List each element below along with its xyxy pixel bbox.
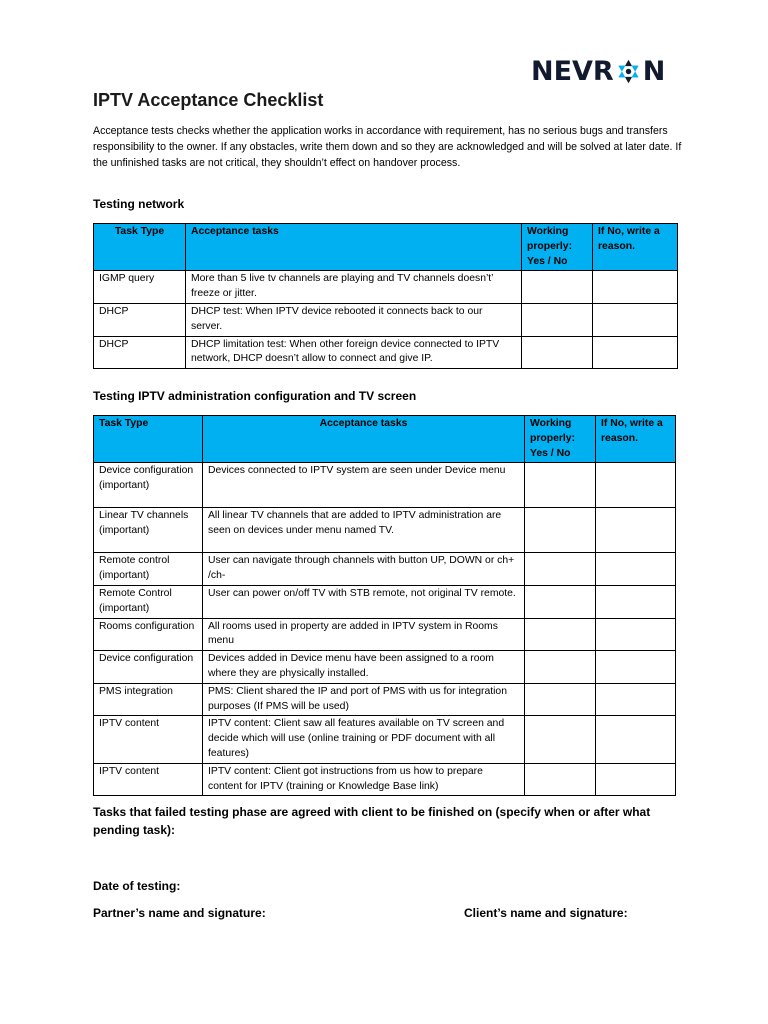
working-cell[interactable] [522,336,593,369]
task-cell: All rooms used in property are added in IPTV system in Rooms menu [203,618,525,651]
client-signature-label: Client’s name and signature: [464,906,628,920]
working-cell[interactable] [525,553,596,586]
header-task-type: Task Type [94,224,186,271]
table-row [94,651,676,684]
table-row [94,271,678,304]
task-type-cell: Remote Control (important) [94,585,203,618]
task-type-cell: Device configuration [94,651,203,684]
table-header-row [94,416,676,463]
table-header-row [94,224,678,271]
reason-cell[interactable] [596,618,676,651]
logo-text-right: N [642,55,666,87]
task-cell: More than 5 live tv channels are playing and TV channels doesn’t’ freeze or jitter. [186,271,522,304]
date-of-testing-label: Date of testing: [93,879,181,893]
table-row [94,336,678,369]
table-row [94,508,676,553]
task-cell: IPTV content: Client got instructions from us how to prepare content for IPTV (training or Knowledge Base link) [203,763,525,796]
task-type-cell: IPTV content [94,763,203,796]
reason-cell[interactable] [593,336,678,369]
table-row [94,463,676,508]
header-reason: If No, write a reason. [596,416,676,463]
working-cell[interactable] [522,303,593,336]
admin-table [93,415,676,796]
table-row [94,763,676,796]
working-cell[interactable] [525,618,596,651]
task-cell: Devices connected to IPTV system are seen under Device menu [203,463,525,508]
working-cell[interactable] [525,651,596,684]
reason-cell[interactable] [596,508,676,553]
task-type-cell: IPTV content [94,716,203,763]
reason-cell[interactable] [596,716,676,763]
task-type-cell: PMS integration [94,683,203,716]
working-cell[interactable] [525,716,596,763]
reason-cell[interactable] [596,651,676,684]
table-row [94,303,678,336]
task-cell: User can power on/off TV with STB remote, not original TV remote. [203,585,525,618]
reason-cell[interactable] [596,463,676,508]
nevron-logo [531,56,665,86]
header-working-properly: Working properly: Yes / No [522,224,593,271]
table-row [94,585,676,618]
page-title: IPTV Acceptance Checklist [93,90,324,110]
task-cell: All linear TV channels that are added to IPTV administration are seen on devices under menu named TV. [203,508,525,553]
task-cell: Devices added in Device menu have been assigned to a room where they are physically installed. [203,651,525,684]
working-cell[interactable] [525,508,596,553]
network-table [93,223,678,369]
task-cell: IPTV content: Client saw all features available on TV screen and decide which will use (online training or PDF document with all features) [203,716,525,763]
reason-cell[interactable] [596,553,676,586]
header-reason: If No, write a reason. [593,224,678,271]
task-type-cell: DHCP [94,303,186,336]
table-row [94,553,676,586]
reason-cell[interactable] [596,763,676,796]
working-cell[interactable] [525,683,596,716]
reason-cell[interactable] [593,271,678,304]
task-type-cell: Rooms configuration [94,618,203,651]
task-cell: PMS: Client shared the IP and port of PMS with us for integration purposes (If PMS will be used) [203,683,525,716]
working-cell[interactable] [522,271,593,304]
task-cell: DHCP test: When IPTV device rebooted it connects back to our server. [186,303,522,336]
header-task-type: Task Type [94,416,203,463]
header-acceptance-tasks: Acceptance tasks [203,416,525,463]
reason-cell[interactable] [596,683,676,716]
logo-text-left: NEVR [531,55,614,87]
intro-paragraph: Acceptance tests checks whether the application works in accordance with requirement, has no serious bugs and transfers responsibility to the owner. If any obstacles, write them down and so they are acknowledged and will be solved at later date. If the unfinished tasks are not critical, they shouldn’t effect on handover process. [93,125,682,170]
table-row [94,683,676,716]
header-acceptance-tasks: Acceptance tasks [186,224,522,271]
task-type-cell: IGMP query [94,271,186,304]
task-type-cell: Device configuration (important) [94,463,203,508]
table-row [94,716,676,763]
failed-tasks-text: Tasks that failed testing phase are agreed with client to be finished on (specify when or after what pending task): [93,805,651,837]
table-row [94,618,676,651]
task-type-cell: DHCP [94,336,186,369]
task-cell: DHCP limitation test: When other foreign device connected to IPTV network, DHCP doesn’t allow to connect and give IP. [186,336,522,369]
partner-signature-label: Partner’s name and signature: [93,906,266,920]
task-type-cell: Linear TV channels (important) [94,508,203,553]
section-heading-network: Testing network [93,197,185,211]
header-working-properly: Working properly: Yes / No [525,416,596,463]
task-cell: User can navigate through channels with button UP, DOWN or ch+ /ch- [203,553,525,586]
working-cell[interactable] [525,585,596,618]
working-cell[interactable] [525,463,596,508]
working-cell[interactable] [525,763,596,796]
reason-cell[interactable] [593,303,678,336]
reason-cell[interactable] [596,585,676,618]
logo-o-gear-icon [615,58,642,85]
section-heading-admin: Testing IPTV administration configuration and TV screen [93,389,417,403]
task-type-cell: Remote control (important) [94,553,203,586]
